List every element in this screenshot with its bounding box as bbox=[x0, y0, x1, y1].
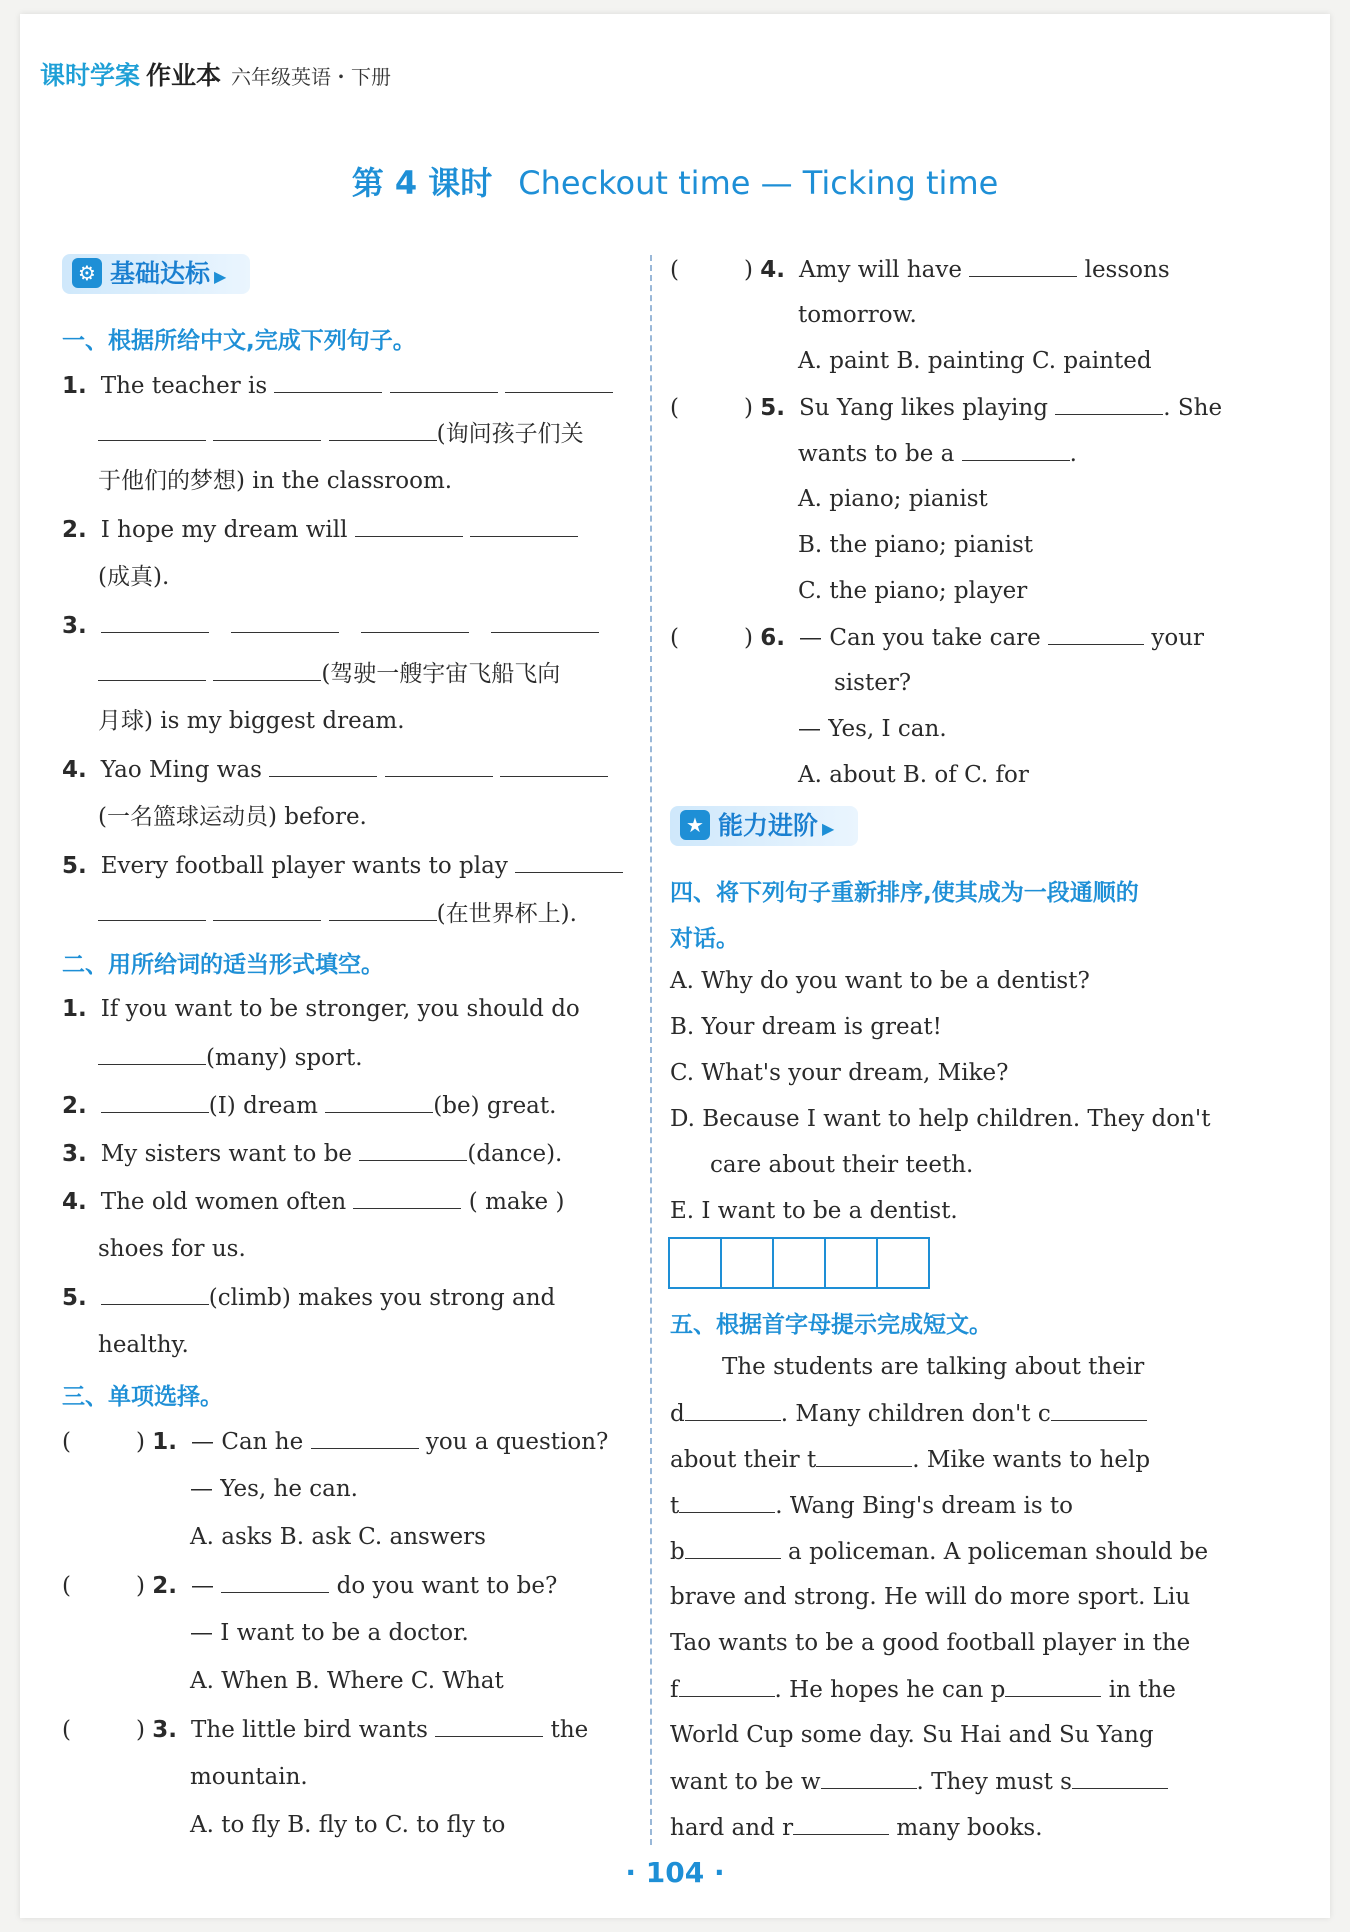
gear-icon: ⚙ bbox=[72, 258, 102, 288]
p4-e: E. I want to be a dentist. bbox=[670, 1198, 958, 1224]
lesson-topic: Checkout time — Ticking time bbox=[518, 164, 999, 202]
p5-line7: Tao wants to be a good football player in the bbox=[670, 1630, 1191, 1656]
lesson-number: 第 4 课时 bbox=[351, 164, 493, 202]
p1-q1-line1: 1. The teacher is bbox=[62, 370, 613, 401]
heading-part4-line1: 四、将下列句子重新排序,使其成为一段通顺的 bbox=[670, 880, 1139, 906]
p5-line1: The students are talking about their bbox=[722, 1354, 1145, 1380]
p3-q2-line2: — I want to be a doctor. bbox=[190, 1620, 469, 1646]
p3-q1-options: A. asks B. ask C. answers bbox=[190, 1524, 486, 1550]
p2-q4-line1: 4. The old women often ( make ) bbox=[62, 1186, 564, 1217]
p1-q2-line2: (成真). bbox=[98, 564, 170, 590]
p5-line4: t . Wang Bing's dream is to bbox=[670, 1490, 1073, 1521]
answer-box[interactable] bbox=[824, 1237, 878, 1289]
p2-q4-line2: shoes for us. bbox=[98, 1236, 246, 1262]
page-number-value: 104 bbox=[645, 1856, 705, 1889]
p1-q5-line2: (在世界杯上). bbox=[98, 898, 577, 929]
order-answer-boxes[interactable] bbox=[670, 1237, 930, 1289]
p2-q5-line1: 5. (climb) makes you strong and bbox=[62, 1282, 555, 1313]
p1-q1-line3: 于他们的梦想) in the classroom. bbox=[98, 468, 453, 494]
p5-line9: World Cup some day. Su Hai and Su Yang bbox=[670, 1722, 1154, 1748]
p3-q2-line1: ( ) 2. — do you want to be? bbox=[62, 1570, 557, 1601]
answer-box[interactable] bbox=[876, 1237, 930, 1289]
p3-q5-line2: wants to be a . bbox=[798, 438, 1077, 469]
p3-q1-line1: ( ) 1. — Can he you a question? bbox=[62, 1426, 608, 1457]
p3-q6-line1: ( ) 6. — Can you take care your bbox=[670, 622, 1204, 653]
section-ability bbox=[670, 806, 858, 846]
p1-q4-line1: 4. Yao Ming was bbox=[62, 754, 608, 785]
p3-q3-line1: ( ) 3. The little bird wants the bbox=[62, 1714, 588, 1745]
p1-q3-line2: (驾驶一艘宇宙飞船飞向 bbox=[98, 658, 560, 689]
p4-d-line1: D. Because I want to help children. They don't bbox=[670, 1106, 1211, 1132]
grade-label: 六年级英语・下册 bbox=[231, 65, 392, 89]
p2-q5-line2: healthy. bbox=[98, 1332, 189, 1358]
arrow-icon: ▶ bbox=[822, 819, 835, 838]
p3-q5-line1: ( ) 5. Su Yang likes playing . She bbox=[670, 392, 1222, 423]
p1-q2-line1: 2. I hope my dream will bbox=[62, 514, 578, 545]
p5-line10: want to be w . They must s bbox=[670, 1766, 1168, 1797]
p4-d-line2: care about their teeth. bbox=[710, 1152, 974, 1178]
p2-q2: 2. (I) dream (be) great. bbox=[62, 1090, 556, 1121]
p4-a: A. Why do you want to be a dentist? bbox=[670, 968, 1090, 994]
p3-q4-line1: ( ) 4. Amy will have lessons bbox=[670, 254, 1170, 285]
p5-line3: about their t . Mike wants to help bbox=[670, 1444, 1150, 1475]
p3-q3-line2: mountain. bbox=[190, 1764, 308, 1790]
section-basic bbox=[62, 254, 250, 294]
p2-q1-line2: (many) sport. bbox=[98, 1042, 363, 1073]
column-divider bbox=[650, 255, 652, 1845]
p1-q1-line2: (询问孩子们关 bbox=[98, 418, 584, 449]
p3-q4-line2: tomorrow. bbox=[798, 302, 917, 328]
answer-box[interactable] bbox=[720, 1237, 774, 1289]
p4-c: C. What's your dream, Mike? bbox=[670, 1060, 1009, 1086]
p1-q3-line3: 月球) is my biggest dream. bbox=[98, 708, 405, 734]
p3-q6-line3: — Yes, I can. bbox=[798, 716, 947, 742]
section-ability-label: 能力进阶 bbox=[718, 811, 819, 840]
heading-part2: 二、用所给词的适当形式填空。 bbox=[62, 952, 384, 978]
section-basic-label: 基础达标 bbox=[110, 259, 211, 288]
book-type: 作业本 bbox=[146, 61, 222, 90]
heading-part4-line2: 对话。 bbox=[670, 926, 739, 952]
page-header bbox=[40, 56, 391, 92]
p3-q5-option-a: A. piano; pianist bbox=[798, 486, 988, 512]
p3-q2-options: A. When B. Where C. What bbox=[190, 1668, 504, 1694]
p3-q1-line2: — Yes, he can. bbox=[190, 1476, 358, 1502]
heading-part1: 一、根据所给中文,完成下列句子。 bbox=[62, 328, 416, 354]
p2-q3: 3. My sisters want to be (dance). bbox=[62, 1138, 562, 1169]
p4-b: B. Your dream is great! bbox=[670, 1014, 942, 1040]
runner-icon: ★ bbox=[680, 810, 710, 840]
page-number: · 104 · bbox=[625, 1856, 725, 1889]
p3-q6-options: A. about B. of C. for bbox=[798, 762, 1029, 788]
heading-part3: 三、单项选择。 bbox=[62, 1384, 223, 1410]
p3-q5-option-b: B. the piano; pianist bbox=[798, 532, 1034, 558]
p1-q3-line1: 3. bbox=[62, 610, 599, 641]
brand-name: 课时学案 bbox=[40, 61, 141, 90]
p2-q1-line1: 1. If you want to be stronger, you should do bbox=[62, 996, 580, 1022]
p5-line5: b a policeman. A policeman should be bbox=[670, 1536, 1208, 1567]
arrow-icon: ▶ bbox=[214, 267, 227, 286]
p3-q5-option-c: C. the piano; player bbox=[798, 578, 1028, 604]
p3-q3-options: A. to fly B. fly to C. to fly to bbox=[190, 1812, 506, 1838]
p1-q5-line1: 5. Every football player wants to play bbox=[62, 850, 623, 881]
heading-part5: 五、根据首字母提示完成短文。 bbox=[670, 1312, 992, 1338]
answer-box[interactable] bbox=[668, 1237, 722, 1289]
p3-q6-line2: sister? bbox=[834, 670, 912, 696]
p5-line6: brave and strong. He will do more sport. Liu bbox=[670, 1584, 1191, 1610]
p5-line8: f . He hopes he can p in the bbox=[670, 1674, 1176, 1705]
p5-line2: d . Many children don't c bbox=[670, 1398, 1147, 1429]
answer-box[interactable] bbox=[772, 1237, 826, 1289]
lesson-title bbox=[0, 158, 1350, 204]
p1-q4-line2: (一名篮球运动员) before. bbox=[98, 804, 367, 830]
p5-line11: hard and r many books. bbox=[670, 1812, 1043, 1843]
p3-q4-options: A. paint B. painting C. painted bbox=[798, 348, 1152, 374]
